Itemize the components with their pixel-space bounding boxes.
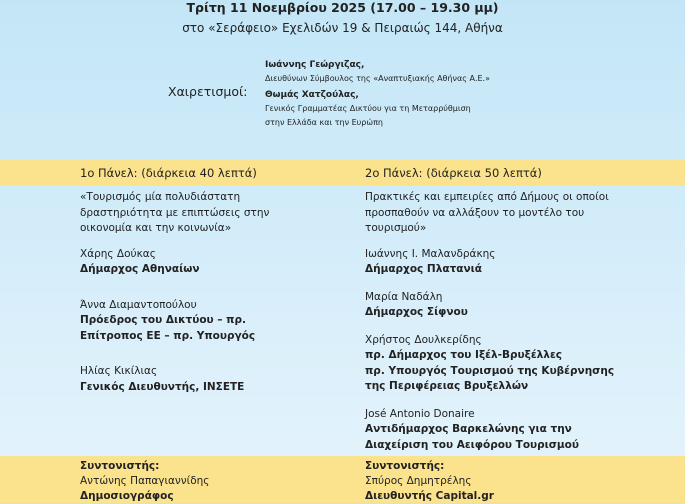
- topic-line: προσπαθούν να αλλάξουν το μοντέλο του: [365, 206, 585, 219]
- topic-line: «Τουρισμός μία πολυδιάστατη: [80, 191, 241, 203]
- speaker: [365, 247, 614, 278]
- speaker: [365, 290, 614, 321]
- speaker-name: Ιωάννης Ι. Μαλανδράκης: [365, 247, 496, 260]
- speaker: [365, 407, 614, 454]
- speaker-role: Δήμαρχος Πλατανιά: [365, 263, 482, 275]
- speaker: [80, 364, 269, 395]
- speaker: [80, 298, 269, 345]
- speaker-name: Άννα Διαμαντοπούλου: [80, 298, 197, 311]
- speaker-name: Ηλίας Κικίλιας: [80, 365, 158, 377]
- topic-line: οικονομία και την κοινωνία»: [80, 222, 232, 234]
- speaker-role: Αντιδήμαρχος Βαρκελώνης για την: [365, 423, 572, 435]
- moderator-name: Αντώνης Παπαγιαννίδης: [80, 475, 210, 487]
- speaker-role: Δήμαρχος Σίφνου: [365, 306, 468, 318]
- panel-2-content: [365, 190, 614, 463]
- topic-line: Πρακτικές και εμπειρίες από Δήμους οι οποίοι: [365, 191, 609, 203]
- speaker-role: Δήμαρχος Αθηναίων: [80, 263, 200, 275]
- speaker-name: Χάρης Δούκας: [80, 247, 156, 260]
- speaker-name: José Antonio Donaire: [365, 407, 475, 420]
- speaker-role: Πρόεδρος του Δικτύου – πρ.: [80, 314, 246, 326]
- moderator-role: Διευθυντής Capital.gr: [365, 490, 494, 502]
- panel-1-content: [80, 190, 269, 405]
- speaker-name: Χρήστος Δουλκερίδης: [365, 333, 482, 346]
- greetings-label: Χαιρετισμοί:: [168, 84, 248, 99]
- event-venue: στο «Σεράφειο» Εχελιδών 19 & Πειραιώς 144, Αθήνα: [182, 21, 503, 35]
- speaker-name: Μαρία Ναδάλη: [365, 290, 443, 303]
- moderator-role: Δημοσιογράφος: [80, 490, 174, 502]
- panel-topic: [80, 190, 269, 237]
- panel-2-heading: 2ο Πάνελ: (διάρκεια 50 λεπτά): [365, 166, 542, 180]
- speaker-role: πρ. Υπουργός Τουρισμού της Κυβέρνησης: [365, 364, 615, 377]
- greeter-role: Διευθύνων Σύμβουλος της «Αναπτυξιακής Αθήνας Α.Ε.»: [265, 74, 490, 83]
- speaker-role: Γενικός Διευθυντής, ΙΝΣΕΤΕ: [80, 380, 245, 393]
- speaker-role: Επίτροπος ΕΕ – πρ. Υπουργός: [80, 329, 256, 342]
- moderator-label: Συντονιστής:: [80, 460, 160, 472]
- speaker: [365, 333, 614, 395]
- greeter-role: Γενικός Γραμματέας Δικτύου για τη Μεταρρύθμιση: [265, 104, 471, 113]
- panel-topic: [365, 190, 614, 237]
- moderator-label: Συντονιστής:: [365, 460, 445, 472]
- topic-line: δραστηριότητα με επιπτώσεις στην: [80, 206, 270, 219]
- topic-line: τουρισμού»: [365, 222, 427, 234]
- greeter-name: Θωμάς Χατζούλας,: [265, 90, 359, 100]
- panel-1-heading: 1ο Πάνελ: (διάρκεια 40 λεπτά): [80, 166, 257, 180]
- moderator-name: Σπύρος Δημητρέλης: [365, 475, 472, 487]
- speaker-role: της Περιφέρειας Βρυξελλών: [365, 380, 529, 392]
- speaker-role: Διαχείριση του Αειφόρου Τουρισμού: [365, 438, 579, 451]
- speaker: [80, 247, 269, 278]
- greeter-role: στην Ελλάδα και την Ευρώπη: [265, 118, 383, 127]
- panel-1-moderator: [80, 459, 209, 504]
- panel-2-moderator: [365, 459, 494, 504]
- event-date: Τρίτη 11 Νοεμβρίου 2025 (17.00 – 19.30 μμ): [186, 0, 499, 15]
- speaker-role: πρ. Δήμαρχος του Ιξέλ-Βρυξέλλες: [365, 349, 563, 361]
- greetings-list: [265, 58, 490, 130]
- greeter-name: Ιωάννης Γεώργιζας,: [265, 60, 365, 70]
